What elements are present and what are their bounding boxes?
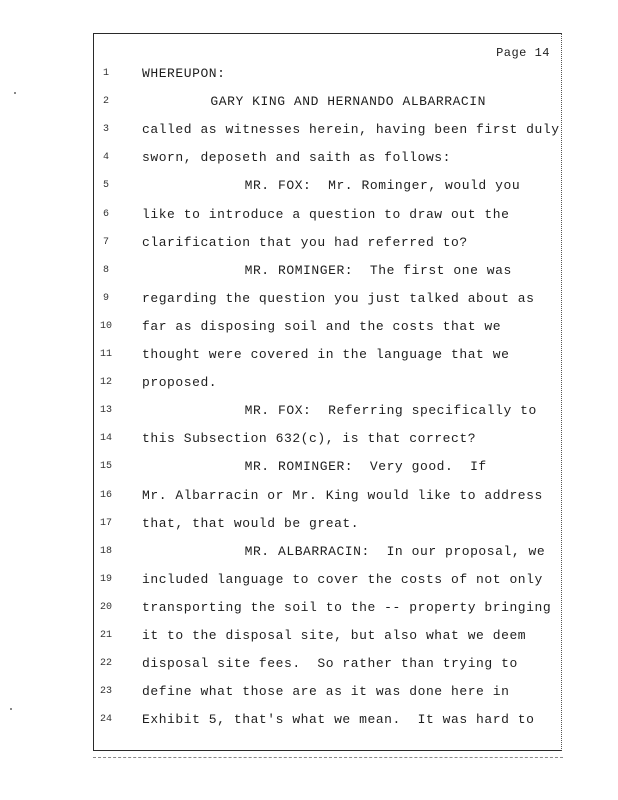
line-number: 4 — [102, 152, 109, 164]
line-text: like to introduce a question to draw out the — [142, 206, 510, 222]
line-number: 1 — [102, 68, 109, 79]
transcript-line — [96, 66, 558, 84]
line-number: 9 — [102, 292, 109, 304]
line-number: 15 — [99, 461, 112, 473]
line-text: MR. ALBARRACIN: In our proposal, we — [244, 543, 546, 559]
line-number: 12 — [99, 377, 112, 389]
line-number: 7 — [102, 236, 109, 248]
line-number: 17 — [99, 517, 112, 529]
line-text: called as witnesses herein, having been first duly — [142, 122, 560, 138]
transcript-line — [96, 600, 558, 618]
transcript-line — [96, 122, 558, 140]
line-text: that, that would be great. — [142, 515, 360, 531]
transcript-line — [96, 263, 558, 281]
line-number: 16 — [99, 489, 112, 501]
transcript-line — [96, 684, 558, 702]
transcript-line — [96, 572, 558, 590]
line-number: 5 — [102, 180, 109, 192]
transcript-line — [96, 431, 558, 449]
transcript-line — [96, 235, 558, 253]
transcript-line — [96, 656, 558, 674]
transcript-line — [96, 628, 558, 646]
line-number: 20 — [99, 601, 112, 613]
page-bottom-rule — [93, 757, 563, 758]
line-text: transporting the soil to the -- property bringing — [142, 599, 552, 615]
line-text: WHEREUPON: — [142, 66, 226, 81]
line-text: far as disposing soil and the costs that we — [142, 318, 502, 334]
transcript-line — [96, 375, 558, 393]
line-text: Exhibit 5, that's what we mean. It was hard to — [142, 712, 535, 728]
line-text: included language to cover the costs of not only — [142, 571, 543, 587]
line-number: 8 — [102, 264, 109, 276]
line-text: thought were covered in the language that we — [142, 347, 510, 362]
transcript-line — [96, 178, 558, 196]
line-number: 2 — [102, 96, 109, 108]
transcript-line — [96, 207, 558, 225]
line-number: 21 — [99, 630, 112, 641]
line-text: it to the disposal site, but also what we deem — [142, 628, 527, 643]
transcript-line — [96, 94, 558, 112]
line-number: 19 — [99, 573, 112, 585]
scan-speck — [14, 92, 16, 94]
line-text: MR. FOX: Mr. Rominger, would you — [244, 178, 521, 194]
line-number: 24 — [99, 714, 112, 726]
transcript-line — [96, 516, 558, 534]
line-number: 13 — [99, 405, 112, 417]
transcript-line — [96, 544, 558, 562]
line-text: MR. ROMINGER: Very good. If — [244, 459, 487, 475]
transcript-line — [96, 291, 558, 309]
line-number: 3 — [102, 124, 109, 136]
scan-speck — [10, 708, 12, 710]
transcript-line — [96, 403, 558, 421]
line-number: 11 — [99, 349, 112, 360]
line-text: proposed. — [142, 375, 218, 391]
line-number: 18 — [99, 545, 112, 557]
transcript-line — [96, 347, 558, 365]
line-text: clarification that you had referred to? — [142, 234, 468, 250]
line-text: this Subsection 632(c), is that correct? — [142, 431, 477, 447]
line-text: define what those are as it was done here in — [142, 684, 510, 700]
transcript-line — [96, 712, 558, 730]
line-text: MR. FOX: Referring specifically to — [244, 403, 537, 419]
line-text: GARY KING AND HERNANDO ALBARRACIN — [210, 94, 486, 110]
line-number: 6 — [102, 208, 109, 220]
line-number: 23 — [99, 686, 112, 698]
line-number: 14 — [99, 433, 112, 445]
line-number: 10 — [99, 320, 112, 332]
transcript-line — [96, 319, 558, 337]
page-number: Page 14 — [496, 46, 550, 60]
line-text: MR. ROMINGER: The first one was — [244, 262, 512, 278]
transcript-line — [96, 488, 558, 506]
transcript-line — [96, 459, 558, 477]
line-text: regarding the question you just talked about as — [142, 290, 535, 306]
line-text: disposal site fees. So rather than trying to — [142, 656, 518, 672]
transcript-line — [96, 150, 558, 168]
line-text: Mr. Albarracin or Mr. King would like to address — [142, 487, 543, 503]
line-number: 22 — [99, 658, 112, 670]
line-text: sworn, deposeth and saith as follows: — [142, 150, 451, 166]
